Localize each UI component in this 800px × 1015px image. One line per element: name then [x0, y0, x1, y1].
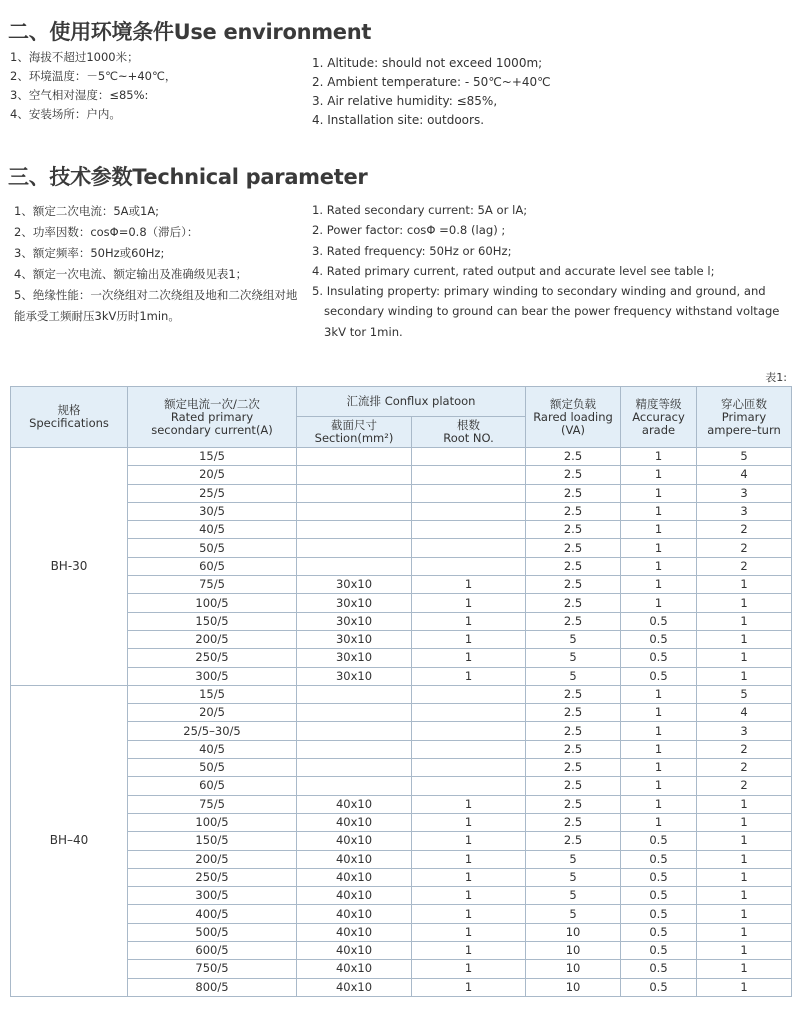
section-title-use-environment: 二、使用环境条件Use environment: [8, 20, 372, 44]
primary-turns-cell: 1: [697, 832, 792, 850]
rated-current-cell: 300/5: [128, 667, 297, 685]
section-cell: [297, 557, 412, 575]
section-cell: [297, 502, 412, 520]
rated-loading-cell: 2.5: [526, 521, 621, 539]
rated-loading-cell: 2.5: [526, 594, 621, 612]
rated-loading-cell: 5: [526, 630, 621, 648]
rated-loading-cell: 5: [526, 868, 621, 886]
primary-turns-cell: 1: [697, 795, 792, 813]
header-label: secondary current(A): [151, 422, 273, 437]
accuracy-cell: 1: [621, 795, 697, 813]
rated-current-cell: 60/5: [128, 557, 297, 575]
table-row: [11, 557, 792, 575]
section-cell: [297, 722, 412, 740]
accuracy-cell: 0.5: [621, 960, 697, 978]
technical-item-cn: 1、额定二次电流：5A或1A;: [14, 204, 160, 218]
header-label: Section(mm²): [314, 431, 394, 445]
primary-turns-cell: 1: [697, 850, 792, 868]
root-number-cell: [412, 557, 526, 575]
rated-loading-cell: 10: [526, 978, 621, 996]
root-number-cell: 1: [412, 960, 526, 978]
rated-loading-cell: 2.5: [526, 557, 621, 575]
environment-list-en: [312, 54, 551, 130]
rated-current-cell: 75/5: [128, 576, 297, 594]
root-number-cell: [412, 466, 526, 484]
accuracy-cell: 0.5: [621, 887, 697, 905]
header-section: [297, 417, 412, 448]
primary-turns-cell: 3: [697, 484, 792, 502]
table-row: [11, 594, 792, 612]
environment-list-cn: [10, 48, 176, 124]
accuracy-cell: 0.5: [621, 868, 697, 886]
section-cell: 40x10: [297, 942, 412, 960]
environment-item-en: 1. Altitude: should not exceed 1000m;: [312, 56, 543, 70]
rated-current-cell: 200/5: [128, 630, 297, 648]
table-label: 表1:: [765, 371, 787, 384]
header-primary-turns: [697, 387, 792, 448]
accuracy-cell: 1: [621, 521, 697, 539]
rated-loading-cell: 10: [526, 942, 621, 960]
header-label: arade: [641, 422, 676, 437]
rated-loading-cell: 2.5: [526, 704, 621, 722]
accuracy-cell: 1: [621, 502, 697, 520]
table-row: [11, 777, 792, 795]
root-number-cell: [412, 484, 526, 502]
root-number-cell: 1: [412, 649, 526, 667]
technical-item-cn: 5、绝缘性能：一次绕组对二次绕组及地和二次绕组对地能承受工频耐压3kV历时1min。: [14, 288, 298, 323]
rated-current-cell: 20/5: [128, 704, 297, 722]
rated-current-cell: 250/5: [128, 649, 297, 667]
table-row: [11, 630, 792, 648]
rated-current-cell: 100/5: [128, 813, 297, 831]
table-row: [11, 759, 792, 777]
rated-current-cell: 40/5: [128, 521, 297, 539]
section-cell: 30x10: [297, 667, 412, 685]
root-number-cell: 1: [412, 630, 526, 648]
technical-list-en: [312, 200, 782, 342]
root-number-cell: [412, 740, 526, 758]
rated-current-cell: 25/5: [128, 484, 297, 502]
rated-current-cell: 300/5: [128, 887, 297, 905]
table-row: [11, 667, 792, 685]
environment-item-cn: 3、空气相对湿度：≤85%:: [10, 88, 149, 102]
accuracy-cell: 0.5: [621, 923, 697, 941]
primary-turns-cell: 2: [697, 539, 792, 557]
rated-loading-cell: 2.5: [526, 722, 621, 740]
rated-current-cell: 50/5: [128, 539, 297, 557]
primary-turns-cell: 1: [697, 576, 792, 594]
header-rated-loading: [526, 387, 621, 448]
rated-loading-cell: 2.5: [526, 502, 621, 520]
rated-loading-cell: 2.5: [526, 466, 621, 484]
table-row: [11, 740, 792, 758]
root-number-cell: 1: [412, 832, 526, 850]
section-cell: [297, 704, 412, 722]
accuracy-cell: 1: [621, 704, 697, 722]
root-number-cell: [412, 722, 526, 740]
header-label: 额定负载: [550, 396, 597, 411]
section-cell: 30x10: [297, 576, 412, 594]
rated-loading-cell: 2.5: [526, 832, 621, 850]
technical-item-en: 2. Power factor: cosΦ =0.8 (lag) ;: [312, 223, 506, 238]
primary-turns-cell: 2: [697, 759, 792, 777]
accuracy-cell: 1: [621, 576, 697, 594]
rated-loading-cell: 5: [526, 850, 621, 868]
rated-current-cell: 750/5: [128, 960, 297, 978]
accuracy-cell: 1: [621, 594, 697, 612]
rated-current-cell: 150/5: [128, 612, 297, 630]
table-row: [11, 539, 792, 557]
primary-turns-cell: 1: [697, 649, 792, 667]
rated-current-cell: 100/5: [128, 594, 297, 612]
accuracy-cell: 0.5: [621, 850, 697, 868]
rated-current-cell: 25/5–30/5: [128, 722, 297, 740]
primary-turns-cell: 1: [697, 594, 792, 612]
accuracy-cell: 1: [621, 759, 697, 777]
rated-current-cell: 60/5: [128, 777, 297, 795]
section-cell: [297, 448, 412, 466]
header-label: 规格: [57, 403, 81, 417]
rated-loading-cell: 2.5: [526, 795, 621, 813]
rated-loading-cell: 10: [526, 960, 621, 978]
table-row: [11, 612, 792, 630]
root-number-cell: 1: [412, 612, 526, 630]
header-label: 额定电流一次/二次: [164, 396, 260, 411]
primary-turns-cell: 2: [697, 777, 792, 795]
rated-current-cell: 50/5: [128, 759, 297, 777]
rated-loading-cell: 2.5: [526, 777, 621, 795]
section-cell: 30x10: [297, 649, 412, 667]
primary-turns-cell: 1: [697, 887, 792, 905]
root-number-cell: [412, 521, 526, 539]
accuracy-cell: 1: [621, 813, 697, 831]
root-number-cell: 1: [412, 942, 526, 960]
rated-loading-cell: 2.5: [526, 759, 621, 777]
header-rated-current: [128, 387, 297, 448]
technical-item-en: 1. Rated secondary current: 5A or lA;: [312, 203, 528, 217]
table-row: [11, 685, 792, 703]
rated-current-cell: 75/5: [128, 795, 297, 813]
header-label: 穿心匝数: [721, 396, 768, 411]
header-root-number: [412, 417, 526, 448]
header-label: Rated primary: [170, 409, 254, 424]
rated-current-cell: 15/5: [128, 448, 297, 466]
accuracy-cell: 1: [621, 484, 697, 502]
technical-item-en: 5. Insulating property: primary winding to secondary winding and ground, and secondary winding to ground can bear the power frequency withstand voltage 3kV tor 1min.: [312, 284, 780, 339]
rated-current-cell: 500/5: [128, 923, 297, 941]
environment-item-en: 2. Ambient temperature: - 50℃~+40℃: [312, 75, 551, 89]
root-number-cell: 1: [412, 795, 526, 813]
rated-loading-cell: 2.5: [526, 612, 621, 630]
environment-item-cn: 2、环境温度：－5℃~+40℃，: [10, 69, 177, 83]
table-row: [11, 576, 792, 594]
root-number-cell: [412, 685, 526, 703]
table-row: [11, 521, 792, 539]
section-cell: [297, 759, 412, 777]
table-row: [11, 466, 792, 484]
section-cell: [297, 539, 412, 557]
section-cell: 40x10: [297, 923, 412, 941]
table-row: [11, 850, 792, 868]
primary-turns-cell: 4: [697, 466, 792, 484]
environment-item-cn: 4、安装场所：户内。: [10, 107, 121, 121]
technical-item-cn: 2、功率因数：cosΦ=0.8（滞后）：: [14, 225, 199, 239]
section-cell: 40x10: [297, 905, 412, 923]
model-cell: BH-30: [11, 448, 128, 686]
rated-current-cell: 800/5: [128, 978, 297, 996]
rated-loading-cell: 5: [526, 649, 621, 667]
technical-item-cn: 4、额定一次电流、额定输出及准确级见表1；: [14, 267, 248, 281]
rated-loading-cell: 5: [526, 905, 621, 923]
root-number-cell: [412, 704, 526, 722]
header-conflux-platoon: 汇流排 Conflux platoon: [297, 387, 526, 417]
header-label: Primary: [721, 409, 767, 424]
primary-turns-cell: 1: [697, 667, 792, 685]
section-cell: 40x10: [297, 960, 412, 978]
table-row: [11, 502, 792, 520]
accuracy-cell: 0.5: [621, 978, 697, 996]
table-row: [11, 887, 792, 905]
primary-turns-cell: 1: [697, 905, 792, 923]
table-row: [11, 795, 792, 813]
header-specifications: [11, 387, 128, 448]
technical-item-en: 4. Rated primary current, rated output and accurate level see table l;: [312, 263, 715, 278]
section-cell: 40x10: [297, 795, 412, 813]
section-cell: 30x10: [297, 630, 412, 648]
primary-turns-cell: 1: [697, 813, 792, 831]
table-row: [11, 832, 792, 850]
root-number-cell: 1: [412, 923, 526, 941]
section-cell: [297, 685, 412, 703]
rated-current-cell: 40/5: [128, 740, 297, 758]
primary-turns-cell: 2: [697, 740, 792, 758]
rated-loading-cell: 2.5: [526, 484, 621, 502]
accuracy-cell: 1: [621, 740, 697, 758]
root-number-cell: 1: [412, 978, 526, 996]
rated-loading-cell: 2.5: [526, 539, 621, 557]
header-label: 根数: [457, 418, 480, 432]
environment-item-en: 3. Air relative humidity: ≤85%,: [312, 94, 498, 108]
environment-item-cn: 1、海拔不超过1000米；: [10, 50, 139, 64]
rated-current-cell: 30/5: [128, 502, 297, 520]
header-label: Rared loading: [533, 409, 613, 424]
root-number-cell: 1: [412, 905, 526, 923]
header-label: Specifications: [29, 416, 109, 430]
technical-list-cn: [14, 201, 304, 327]
header-label: 截面尺寸: [331, 418, 377, 432]
section-title-technical-parameter: 三、技术参数Technical parameter: [8, 165, 368, 189]
environment-item-en: 4. Installation site: outdoors.: [312, 113, 485, 127]
section-cell: 40x10: [297, 813, 412, 831]
accuracy-cell: 0.5: [621, 630, 697, 648]
accuracy-cell: 1: [621, 466, 697, 484]
root-number-cell: 1: [412, 576, 526, 594]
primary-turns-cell: 1: [697, 868, 792, 886]
rated-current-cell: 20/5: [128, 466, 297, 484]
table-row: [11, 704, 792, 722]
header-label: Root NO.: [443, 431, 494, 445]
header-label: 精度等级: [635, 396, 682, 411]
accuracy-cell: 0.5: [621, 832, 697, 850]
rated-loading-cell: 2.5: [526, 576, 621, 594]
header-accuracy: [621, 387, 697, 448]
rated-current-cell: 600/5: [128, 942, 297, 960]
primary-turns-cell: 1: [697, 923, 792, 941]
root-number-cell: 1: [412, 850, 526, 868]
section-cell: [297, 466, 412, 484]
root-number-cell: 1: [412, 594, 526, 612]
accuracy-cell: 1: [621, 539, 697, 557]
primary-turns-cell: 1: [697, 978, 792, 996]
technical-item-en: 3. Rated frequency: 50Hz or 60Hz;: [312, 243, 512, 258]
primary-turns-cell: 1: [697, 630, 792, 648]
primary-turns-cell: 1: [697, 942, 792, 960]
section-cell: 40x10: [297, 887, 412, 905]
primary-turns-cell: 5: [697, 448, 792, 466]
header-label: (VA): [561, 422, 585, 437]
rated-loading-cell: 5: [526, 887, 621, 905]
rated-current-cell: 15/5: [128, 685, 297, 703]
section-cell: 40x10: [297, 832, 412, 850]
accuracy-cell: 0.5: [621, 612, 697, 630]
primary-turns-cell: 4: [697, 704, 792, 722]
section-cell: [297, 521, 412, 539]
root-number-cell: 1: [412, 667, 526, 685]
section-cell: 30x10: [297, 594, 412, 612]
rated-current-cell: 250/5: [128, 868, 297, 886]
table-row: [11, 960, 792, 978]
root-number-cell: 1: [412, 868, 526, 886]
rated-loading-cell: 2.5: [526, 740, 621, 758]
root-number-cell: [412, 777, 526, 795]
table-row: [11, 905, 792, 923]
accuracy-cell: 0.5: [621, 649, 697, 667]
table-row: [11, 923, 792, 941]
model-cell: BH–40: [11, 685, 128, 996]
primary-turns-cell: 5: [697, 685, 792, 703]
table-row: [11, 722, 792, 740]
primary-turns-cell: 1: [697, 612, 792, 630]
accuracy-cell: 1: [621, 557, 697, 575]
accuracy-cell: 0.5: [621, 905, 697, 923]
accuracy-cell: 1: [621, 722, 697, 740]
section-cell: [297, 740, 412, 758]
specification-table: [10, 386, 792, 997]
rated-current-cell: 400/5: [128, 905, 297, 923]
section-cell: 40x10: [297, 868, 412, 886]
rated-current-cell: 200/5: [128, 850, 297, 868]
rated-loading-cell: 2.5: [526, 685, 621, 703]
header-label: Accuracy: [632, 409, 685, 424]
accuracy-cell: 1: [621, 448, 697, 466]
section-cell: 30x10: [297, 612, 412, 630]
accuracy-cell: 0.5: [621, 942, 697, 960]
primary-turns-cell: 3: [697, 502, 792, 520]
header-label: ampere–turn: [707, 422, 781, 437]
primary-turns-cell: 1: [697, 960, 792, 978]
root-number-cell: [412, 448, 526, 466]
accuracy-cell: 1: [621, 685, 697, 703]
technical-item-cn: 3、额定频率：50Hz或60Hz;: [14, 246, 165, 260]
root-number-cell: 1: [412, 887, 526, 905]
table-row: [11, 448, 792, 466]
rated-loading-cell: 5: [526, 667, 621, 685]
table-row: [11, 978, 792, 996]
root-number-cell: [412, 759, 526, 777]
table-row: [11, 942, 792, 960]
section-cell: 40x10: [297, 978, 412, 996]
table-row: [11, 813, 792, 831]
primary-turns-cell: 2: [697, 521, 792, 539]
table-row: [11, 484, 792, 502]
root-number-cell: [412, 539, 526, 557]
rated-loading-cell: 2.5: [526, 448, 621, 466]
rated-current-cell: 150/5: [128, 832, 297, 850]
rated-loading-cell: 10: [526, 923, 621, 941]
section-cell: [297, 777, 412, 795]
root-number-cell: 1: [412, 813, 526, 831]
accuracy-cell: 1: [621, 777, 697, 795]
section-cell: 40x10: [297, 850, 412, 868]
specification-table-body: [11, 448, 792, 997]
table-row: [11, 868, 792, 886]
accuracy-cell: 0.5: [621, 667, 697, 685]
primary-turns-cell: 2: [697, 557, 792, 575]
rated-loading-cell: 2.5: [526, 813, 621, 831]
root-number-cell: [412, 502, 526, 520]
table-row: [11, 649, 792, 667]
primary-turns-cell: 3: [697, 722, 792, 740]
section-cell: [297, 484, 412, 502]
